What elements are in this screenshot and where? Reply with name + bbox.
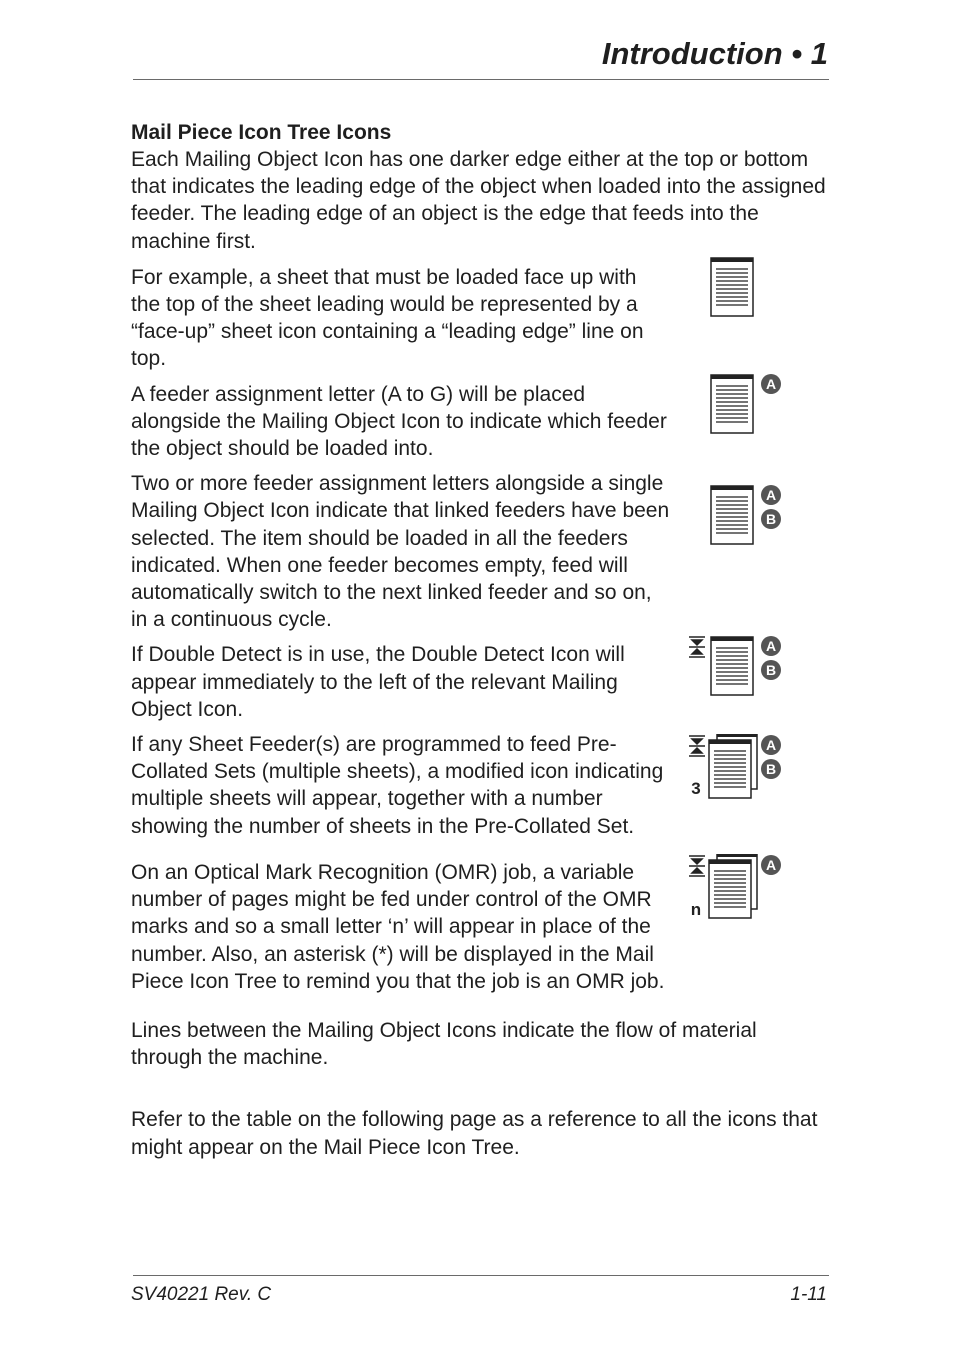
page-header-title: Introduction • 1	[601, 36, 828, 71]
example-row	[131, 375, 831, 463]
feeder-letter-a: A	[765, 487, 777, 504]
feeder-letter-a: A	[765, 737, 777, 754]
closing-paragraph: Refer to the table on the following page as a reference to all the icons that might appear on the Mail Piece Icon Tree.	[131, 1108, 818, 1159]
sheet-count: n	[690, 900, 702, 920]
example-text: For example, a sheet that must be loaded face up with the top of the sheet leading would be represented by a “face-up” sheet icon containing a “leading edge” line on top.	[131, 265, 644, 371]
double-detect-icon	[689, 736, 705, 756]
feeder-letter-b: B	[765, 662, 777, 679]
example-row	[131, 470, 831, 633]
sheet-count: 3	[691, 779, 701, 799]
example-text: If Double Detect is in use, the Double Detect Icon will appear immediately to the left of the relevant Mailing Object Icon.	[131, 643, 625, 721]
double-detect-sheet-icon	[687, 635, 797, 705]
closing-paragraph: Lines between the Mailing Object Icons indicate the flow of material through the machine.	[131, 1019, 757, 1070]
double-detect-icon	[689, 637, 705, 657]
sheet-with-linked-feeders-icon	[709, 484, 799, 554]
example-text: On an Optical Mark Recognition (OMR) job, a variable number of pages might be fed under control of the OMR marks and so a small letter ‘n’ will appear in place of the number. Also, an asterisk (*) will be displayed in the Mail Piece Icon Tree to remind you that the job is an OMR job.	[131, 861, 665, 993]
footer-doc-id: SV40221 Rev. C	[131, 1284, 272, 1305]
example-row	[131, 731, 831, 851]
example-text: If any Sheet Feeder(s) are programmed to feed Pre-Collated Sets (multiple sheets), a modified icon indicating multiple sheets will appear, together with a number showing the number of sheets in the Pre-Collated Set.	[131, 733, 664, 838]
feeder-letter-b: B	[765, 761, 777, 778]
feeder-letter-b: B	[765, 511, 777, 528]
sheet-with-feeder-a-icon	[709, 373, 799, 443]
intro-paragraph: Each Mailing Object Icon has one darker edge either at the top or bottom that indicates the leading edge of the object when loaded into the assigned feeder. The leading edge of an object is the edge that feeds into the machine first.	[131, 148, 826, 253]
footer-page-number: 1-11	[790, 1284, 827, 1305]
feeder-letter-a: A	[765, 638, 777, 655]
example-text: Two or more feeder assignment letters alongside a single Mailing Object Icon indicate that linked feeders have been selected. The item should be loaded in all the feeders indicated. When one feeder becomes empty, feed will automatically switch to the next linked feeder and so on, in a continuous cycle.	[131, 472, 670, 632]
feeder-letter-a: A	[765, 857, 777, 874]
footer-rule	[133, 1275, 829, 1276]
section-heading: Mail Piece Icon Tree Icons	[131, 121, 392, 144]
example-row	[131, 264, 831, 373]
omr-set-icon	[687, 854, 797, 929]
example-row	[131, 859, 831, 1009]
feeder-letter-a: A	[765, 375, 777, 392]
page-content	[131, 119, 831, 1161]
header-rule	[133, 79, 829, 80]
face-up-sheet-icon	[709, 256, 769, 326]
example-text: A feeder assignment letter (A to G) will be placed alongside the Mailing Object Icon to indicate which feeder the object should be loaded into.	[131, 382, 667, 461]
double-detect-icon	[689, 856, 705, 876]
example-row	[131, 638, 831, 723]
pre-collated-set-icon	[687, 734, 797, 809]
